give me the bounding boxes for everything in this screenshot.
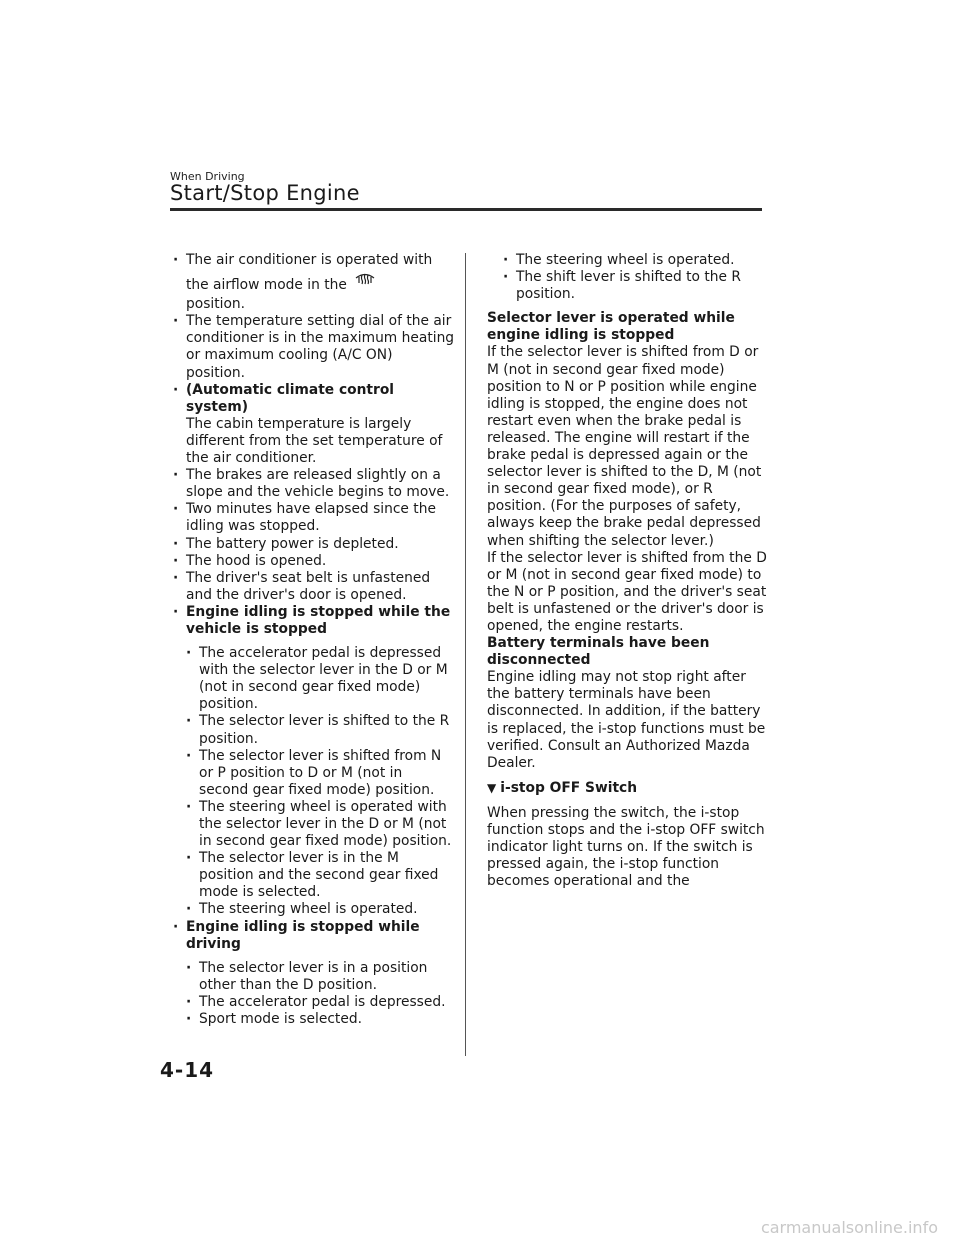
watermark: carmanualsonline.info bbox=[760, 1218, 938, 1237]
sub-bullet: · The selector lever is shifted to the R position. bbox=[170, 713, 455, 747]
paragraph: Engine idling may not stop right after the battery terminals have been disconnected. In addition, if the battery is replaced, the i-stop functions must be verified. Consult an Authorized Mazda Dealer. bbox=[487, 669, 766, 771]
page-title: Start/Stop Engine bbox=[170, 181, 360, 205]
paragraph: When pressing the switch, the i-stop function stops and the i-stop OFF switch indicator light turns on. If the switch is pressed again, the i-stop function becomes operational and the bbox=[487, 804, 765, 890]
sub-bullet: · The selector lever is in the M position and the second gear fixed mode is selected. bbox=[170, 850, 455, 901]
heading-battery-terminals: Battery terminals have been disconnected bbox=[487, 635, 710, 669]
bullet-heading: (Automatic climate control system) bbox=[186, 381, 395, 415]
paragraph: If the selector lever is shifted from D or M (not in second gear fixed mode) position to N or P position while engine idling is stopped, the engine does not restart even when the brake pedal is released. The engine will restart if the brake pedal is depressed again or the selector lever is shifted to the D, M (not in second gear fixed mode), or R position. (For the purposes of safety, always keep the brake pedal depressed when shifting the selector lever.) bbox=[487, 344, 762, 549]
bullet-seat-belt: · The driver's seat belt is unfastened and the driver's door is opened. bbox=[170, 570, 455, 604]
heading-istop-off-switch bbox=[487, 780, 772, 797]
sub-bullet: · The shift lever is shifted to the R position. bbox=[487, 269, 772, 303]
bullet-heading-vehicle-stopped: · Engine idling is stopped while the vehicle is stopped bbox=[170, 604, 455, 638]
sub-bullet: · The selector lever is shifted from N or P position to D or M (not in second gear fixed mode) position. bbox=[170, 748, 455, 799]
right-column bbox=[487, 252, 772, 890]
bullet-text: the airflow mode in the bbox=[186, 277, 347, 294]
column-divider bbox=[465, 253, 466, 1056]
bullet-text: The cabin temperature is largely different from the set temperature of the air conditioner. bbox=[186, 415, 443, 467]
paragraph: If the selector lever is shifted from the D or M (not in second gear fixed mode) to the N or P position, and the driver's seat belt is unfastened or the driver's door is opened, the engine restarts. bbox=[487, 549, 767, 634]
bullet-heading-driving: · Engine idling is stopped while driving bbox=[170, 919, 455, 953]
sub-bullet: · The steering wheel is operated. bbox=[170, 901, 455, 918]
bullet-text: position. bbox=[186, 296, 246, 313]
sub-bullet: · The steering wheel is operated. bbox=[487, 252, 772, 269]
bullet-two-minutes: · Two minutes have elapsed since the idling was stopped. bbox=[170, 501, 455, 535]
bullet-battery-depleted: · The battery power is depleted. bbox=[170, 536, 455, 553]
section-label: When Driving bbox=[170, 170, 245, 183]
left-column bbox=[170, 252, 455, 1028]
sub-bullet: · The steering wheel is operated with the selector lever in the D or M (not in second gear fixed mode) position. bbox=[170, 799, 455, 850]
windshield-defroster-icon bbox=[354, 269, 376, 296]
sub-bullet: · The accelerator pedal is depressed with the selector lever in the D or M (not in second gear fixed mode) position. bbox=[170, 645, 455, 713]
bullet-climate-control bbox=[170, 382, 455, 467]
bullet-text: The air conditioner is operated with bbox=[186, 252, 433, 268]
sub-bullet: · The selector lever is in a position other than the D position. bbox=[170, 960, 455, 994]
bullet-brakes-released: · The brakes are released slightly on a slope and the vehicle begins to move. bbox=[170, 467, 455, 501]
triangle-down-icon: ▼ bbox=[487, 780, 497, 795]
heading-text: i-stop OFF Switch bbox=[500, 779, 638, 796]
bullet-air-conditioner bbox=[170, 252, 455, 313]
page-number: 4-14 bbox=[160, 1058, 215, 1082]
sub-bullet: · The accelerator pedal is depressed. bbox=[170, 994, 455, 1011]
title-rule bbox=[170, 208, 762, 211]
bullet-temperature-dial: · The temperature setting dial of the air conditioner is in the maximum heating or maximum cooling (A/C ON) position. bbox=[170, 313, 455, 381]
heading-selector-lever: Selector lever is operated while engine idling is stopped bbox=[487, 310, 735, 344]
bullet-hood-opened: · The hood is opened. bbox=[170, 553, 455, 570]
sub-bullet: · Sport mode is selected. bbox=[170, 1011, 455, 1028]
